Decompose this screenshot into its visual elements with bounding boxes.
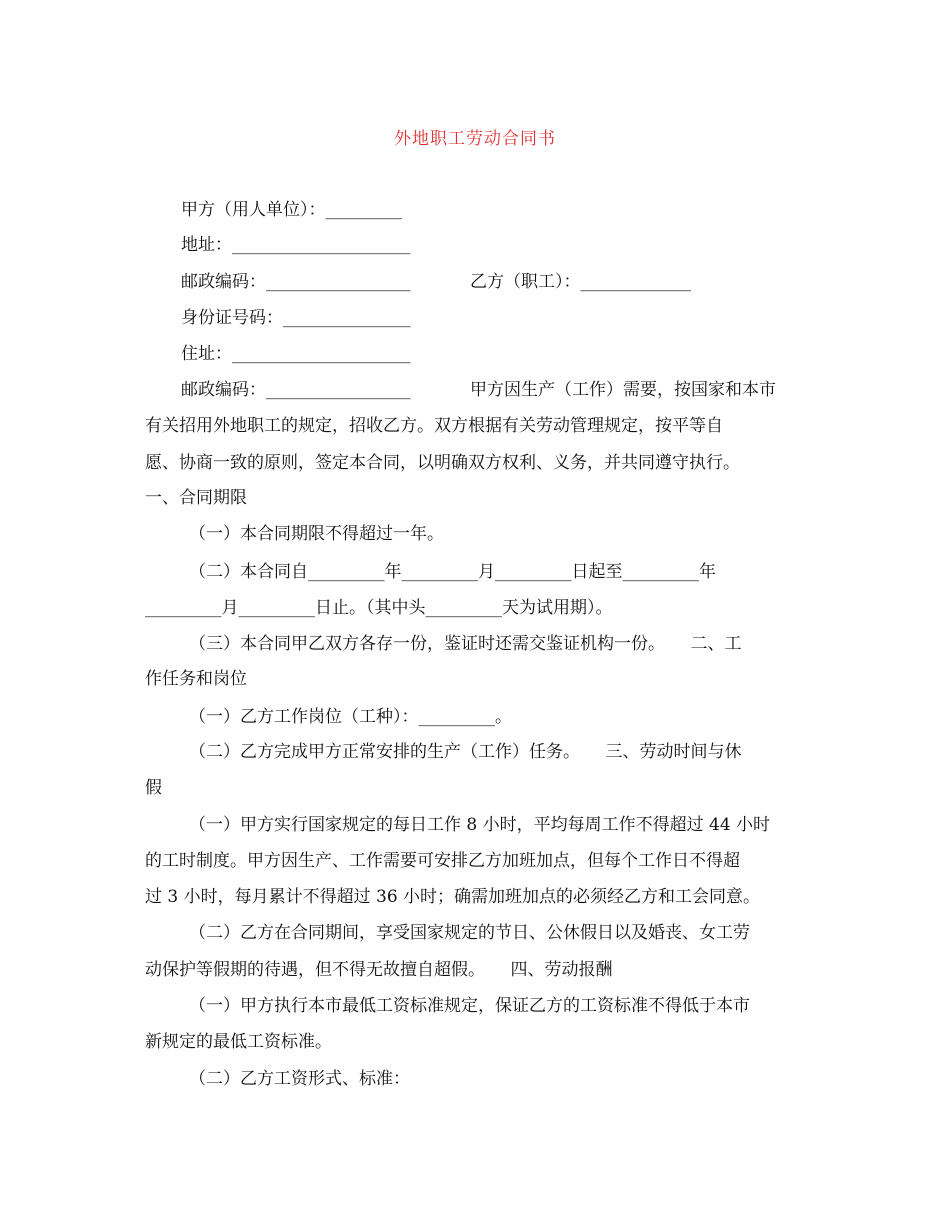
preamble-line-2: 有关招用外地职工的规定，招收乙方。双方根据有关劳动管理规定，按平等自	[145, 416, 723, 436]
clause-3-2: （二）乙方在合同期间，享受国家规定的节日、公休假日以及婚丧、女工劳	[189, 923, 750, 943]
address-field: 地址：_____________________	[181, 235, 411, 255]
clause-1-2-cont: _________月_________日止。（其中头_________天为试用期）。	[145, 598, 613, 618]
postal-code-field: 邮政编码：_________________	[181, 272, 411, 292]
preamble-line-1: 甲方因生产（工作）需要，按国家和本市	[470, 380, 776, 400]
clause-3-2-cont: 动保护等假期的待遇，但不得无故擅自超假。 四、劳动报酬	[145, 960, 613, 980]
clause-4-1-cont: 新规定的最低工资标准。	[145, 1032, 332, 1052]
clause-3-1-cont-2: 过 3 小时，每月累计不得超过 36 小时；确需加班加点的必须经乙方和工会同意。	[145, 887, 761, 907]
party-a-field: 甲方（用人单位）：_________	[181, 200, 402, 220]
section-heading-2-cont: 作任务和岗位	[145, 669, 247, 689]
clause-4-1: （一）甲方执行本市最低工资标准规定，保证乙方的工资标准不得低于本市	[189, 996, 750, 1016]
clause-3-1-cont-1: 的工时制度。甲方因生产、工作需要可安排乙方加班加点，但每个工作日不得超	[145, 851, 740, 871]
party-b-field: 乙方（职工）：_____________	[470, 272, 691, 292]
clause-1-1: （一）本合同期限不得超过一年。	[189, 524, 444, 544]
clause-1-3: （三）本合同甲乙双方各存一份，鉴证时还需交鉴证机构一份。 二、工	[189, 634, 742, 654]
clause-3-1: （一）甲方实行国家规定的每日工作 8 小时，平均每周工作不得超过 44 小时	[189, 815, 771, 835]
section-heading-1: 一、合同期限	[145, 488, 247, 508]
residence-field: 住址：_____________________	[181, 344, 411, 364]
postal-code-field-2: 邮政编码：_________________	[181, 380, 411, 400]
document-title: 外地职工劳动合同书	[394, 129, 556, 149]
preamble-line-3: 愿、协商一致的原则，签定本合同，以明确双方权利、义务，并共同遵守执行。	[145, 453, 740, 473]
clause-2-1: （一）乙方工作岗位（工种）：_________。	[189, 707, 512, 727]
clause-4-2: （二）乙方工资形式、标准：	[189, 1069, 410, 1089]
clause-1-2: （二）本合同自_________年_________月_________日起至_________年	[189, 562, 716, 582]
section-heading-3-cont: 假	[145, 778, 162, 798]
clause-2-2: （二）乙方完成甲方正常安排的生产（工作）任务。 三、劳动时间与休	[189, 742, 742, 762]
id-number-field: 身份证号码：_______________	[181, 308, 411, 328]
